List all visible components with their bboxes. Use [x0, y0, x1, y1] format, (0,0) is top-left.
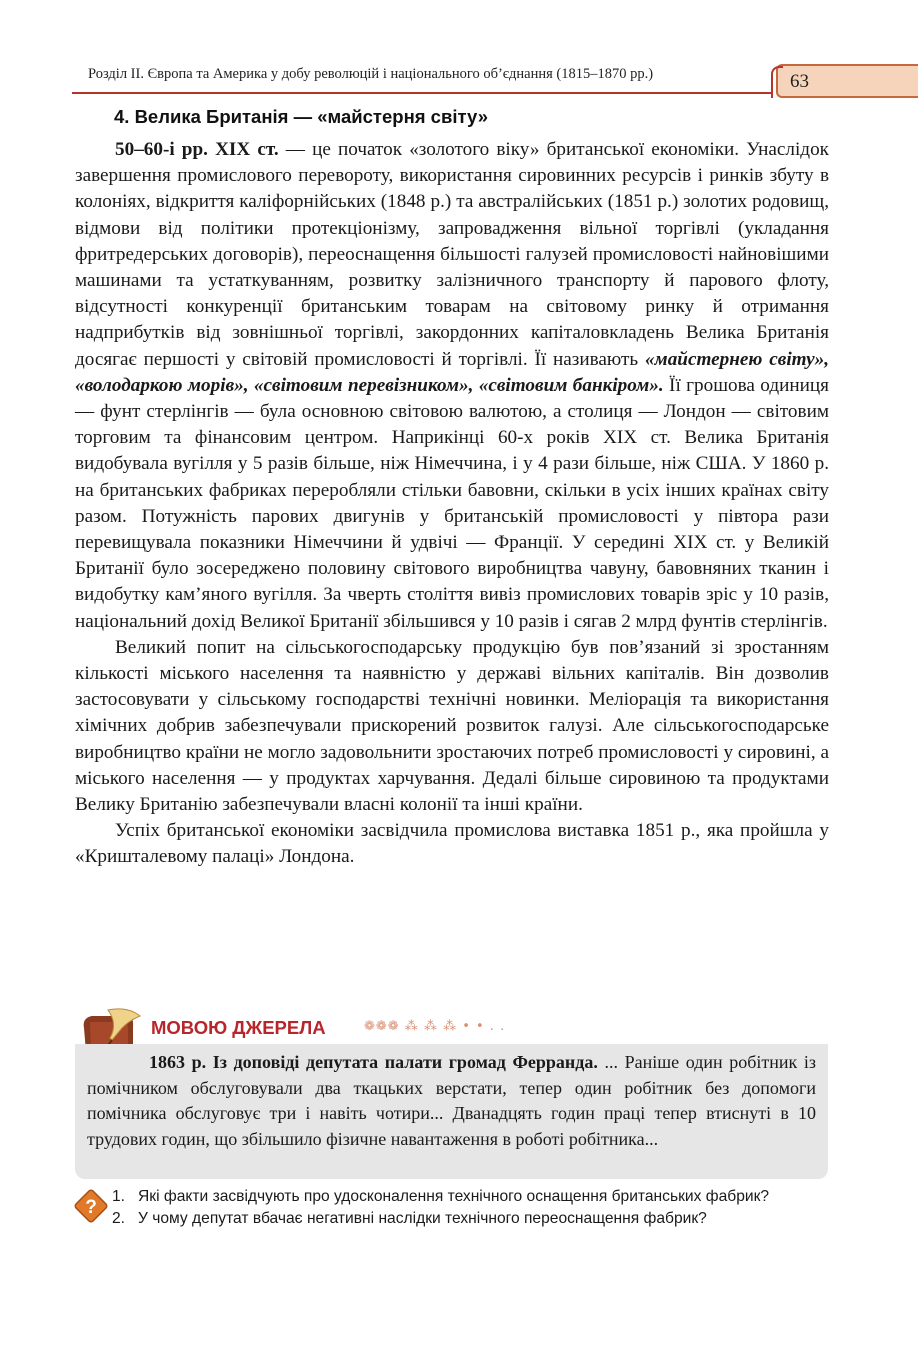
paragraph-1-text-b: Її грошова одиниця — фунт стерлінгів — була основною світовою валютою, а столиця — Лондон — світовим торговим та фінансовим центром. Наприкінці 60-х років ХІХ ст. Велика Британія видобувала вугілля у 5 разів більше, ніж Німеччина, і у 4 рази більше, ніж США. У 1860 р. на британських фабриках переробляли стільки бавовни, скільки в усіх інших країнах світу разом. Потужність парових двигунів у британській промисловості у півтора рази перевищувала показники Німеччини й удвічі — Франції. У середині ХІХ ст. у Великій Британії було зосереджено половину світового виробництва чавуну, бавовняних тканин і видобутку кам’яного вугілля. За чверть століття вивіз промислових товарів зріс у 10 разів, національний дохід Великої Британії збільшився у 10 разів і сягав 2 млрд фунтів стерлінгів.: [75, 374, 829, 632]
paragraph-1-lead: 50–60-і рр. ХІХ ст.: [115, 139, 279, 160]
paragraph-3: Успіх британської економіки засвідчила промислова виставка 1851 р., яка пройшла у «Кришталевому палаці» Лондона.: [75, 820, 829, 868]
section-title: 4. Велика Британія — «майстерня світу»: [114, 106, 489, 127]
question-text: У чому депутат вбачає негативні наслідки технічного переоснащення фабрик?: [138, 1209, 707, 1227]
source-quote-box: [75, 1044, 828, 1179]
main-text: [75, 137, 829, 871]
questions-list: [112, 1186, 832, 1229]
page-number: 63: [790, 71, 809, 92]
source-heading: МОВОЮ ДЖЕРЕЛА: [151, 1017, 326, 1038]
source-quote-lead: 1863 р. Із доповіді депутата палати громад Ферранда.: [149, 1052, 598, 1072]
question-item: [112, 1208, 832, 1230]
source-quote-text: ... Раніше один робітник із помічником обслуговували два ткацьких верстати, тепер один робітник без допомоги помічника обслуговує три і навіть чотири... Дванадцять годин праці тепер втиснуті в 10 трудових годин, що збільшило фізичне навантаження в роботі робітника...: [87, 1052, 816, 1149]
source-quote: [87, 1050, 816, 1152]
paragraph-1: [75, 137, 829, 635]
question-item: [112, 1186, 832, 1208]
question-diamond-icon: [72, 1187, 110, 1225]
heading-ornament: ❁❁❁ ⁂ ⁂ ⁂ • • . .: [364, 1019, 506, 1034]
question-number: 1.: [112, 1188, 126, 1205]
page-tab-hook: [771, 66, 783, 98]
running-header: Розділ ІІ. Європа та Америка у добу революцій і національного об’єднання (1815–1870 рр.): [88, 66, 654, 82]
header-rule: [72, 92, 772, 94]
svg-text:?: ?: [85, 1197, 97, 1218]
question-number: 2.: [112, 1209, 126, 1227]
paragraph-1-text-a: — це початок «золотого віку» британської економіки. Унаслідок завершення промислового перевороту, використання сировинних ресурсів і ринків збуту в колоніях, відкриття каліфорнійських (1848 р.) та австралійських (1851 р.) золотих родовищ, відмови від політики протекціонізму, запровадження вільної торгівлі (укладання фритредерських договорів), переоснащення більшості галузей промисловості найновішими машинами та устаткуванням, розвитку залізничного транспорту й парового флоту, відсутності конкуренції британським товарам на світовому ринку й отримання надприбутків від зовнішньої торгівлі, закордонних капіталовкладень Велика Британія досягає першості у світовій промисловості й торгівлі. Її називають: [75, 139, 829, 370]
paragraph-2: Великий попит на сільськогосподарську продукцію був пов’язаний зі зростанням кількості міського населення та наявністю у державі вільних капіталів. Він дозволив застосовувати у сільському господарстві технічні новинки. Меліорація та використання хімічних добрив забезпечували прискорений розвиток галузі. Але сільськогосподарське виробництво країни не могло задовольнити зростаючих потреб промисловості у сировині, а міського населення — у продуктах харчування. Дедалі більше сировиною та продуктами Велику Британію забезпечували власні колонії та інші країни.: [75, 636, 829, 816]
question-text: Які факти засвідчують про удосконалення технічного оснащення британських фабрик?: [138, 1188, 770, 1205]
paragraph-1-epithets: «майстернею світу», «володаркою морів», «світовим перевізником», «світовим банкіром».: [75, 348, 830, 396]
